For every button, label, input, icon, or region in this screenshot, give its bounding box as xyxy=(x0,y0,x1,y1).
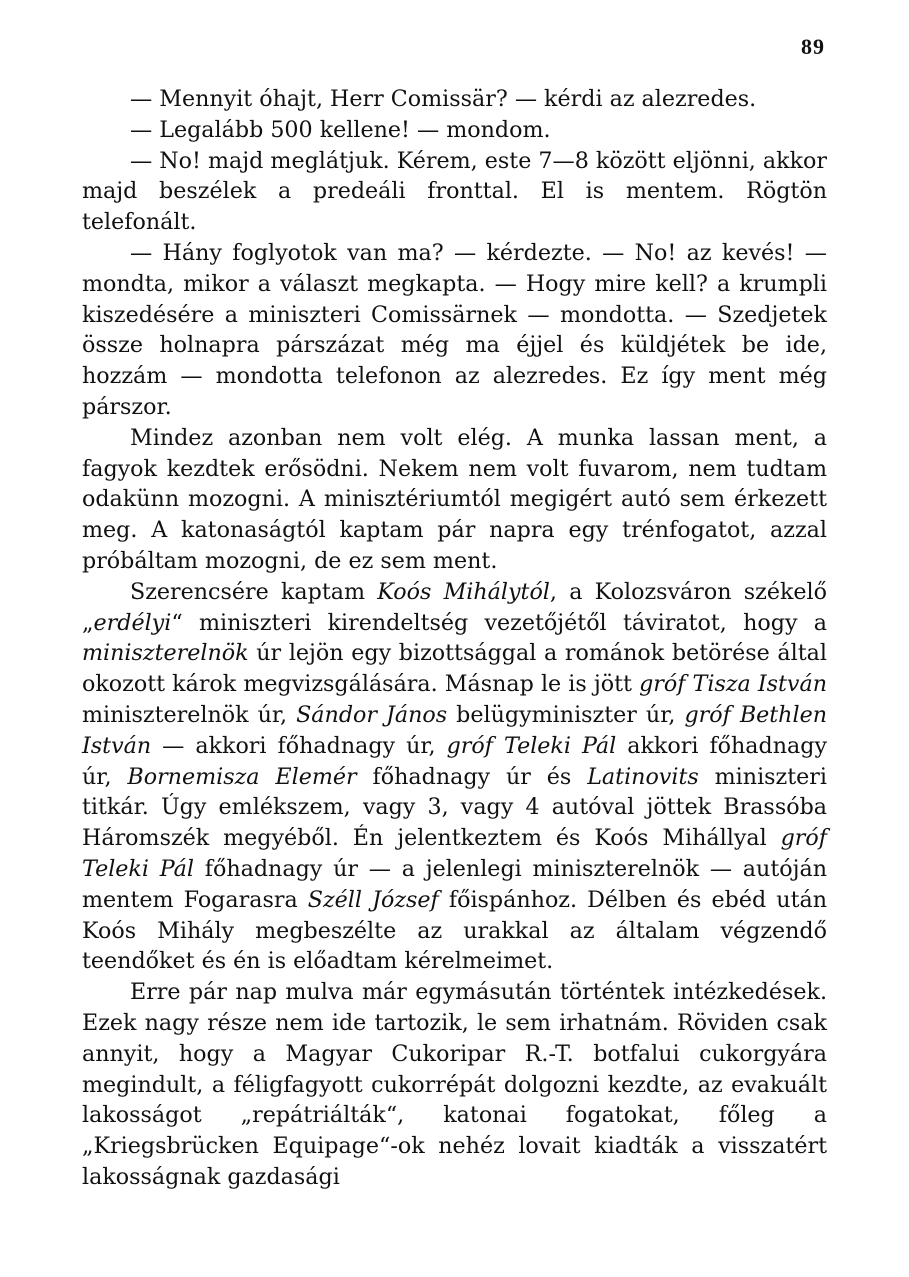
text-run: belügyminiszter úr, xyxy=(447,701,685,728)
text-run: Szerencsére kaptam xyxy=(130,578,378,605)
paragraph xyxy=(82,577,827,977)
text-run: — Legalább 500 kellene! — mondom. xyxy=(130,116,551,143)
italic-name: gróf Teleki Pál xyxy=(82,825,827,882)
body-text xyxy=(82,84,827,1193)
text-run: miniszteri titkár. Úgy emlékszem, vagy 3, vagy 4 autóval jöttek Brassóba Háromszék megyéből. Én jelentkeztem és Koós Mihállyal xyxy=(82,763,827,852)
paragraph xyxy=(82,84,827,115)
text-run: — Mennyit óhajt, Herr Comissär? — kérdi az alezredes. xyxy=(130,86,757,112)
italic-name: gróf Tisza István xyxy=(639,671,827,698)
text-run: úr lejön egy bizottsággal a románok betörése által okozott károk megvizsgálására. Másnap le is jött xyxy=(82,640,827,698)
italic-name: Sándor János xyxy=(296,701,448,728)
italic-name: gróf Bethlen István xyxy=(82,701,827,759)
text-run: Mindez azonban nem volt elég. A munka lassan ment, a fagyok kezdtek erősödni. Nekem nem volt fuvarom, nem tudtam odakünn mozogni. A minisztériumtól megigért autó sem érkezett meg. A katonaságtól kaptam pár napra egy trénfogatot, azzal próbáltam mozogni, de ez sem ment. xyxy=(82,424,827,574)
italic-name: Koós Mihálytól xyxy=(377,578,550,605)
italic-name: gróf Teleki Pál xyxy=(446,732,617,759)
text-run: , a Kolozsváron székelő „ xyxy=(82,578,828,636)
text-run: akkori főhadnagy úr, xyxy=(82,732,827,790)
paragraph xyxy=(82,977,827,1193)
italic-name: miniszterelnök xyxy=(82,640,249,667)
paragraph xyxy=(82,423,827,577)
text-run: főhadnagy úr és xyxy=(356,763,588,790)
text-run: főispánhoz. Délben és ebéd után Koós Mihály megbeszélte az urakkal az általam végzendő teendőket és én is előadtam kérelmeimet. xyxy=(82,886,827,975)
italic-name: Bornemisza Elemér xyxy=(127,763,357,790)
text-run: — No! majd meglátjuk. Kérem, este 7—8 között eljönni, akkor majd beszélek a predeáli fronttal. El is mentem. Rögtön telefonált. xyxy=(82,147,827,236)
text-run: miniszterelnök úr, xyxy=(82,701,297,728)
paragraph xyxy=(82,238,827,423)
text-run: — akkori főhadnagy úr, xyxy=(151,732,447,759)
italic-name: Széll József xyxy=(307,886,439,913)
text-run: — Hány foglyotok van ma? — kérdezte. — No! az kevés! — mondta, mikor a választ megkapta. — Hogy mire kell? a krumpli kiszedésére a miniszteri Comissärnek — mondotta. — Szedjetek össze holnapra párszázat még ma éjjel és küldjétek be ide, hozzám — mondotta telefonon az alezredes. Ez így ment még párszor. xyxy=(82,239,827,420)
text-run: Erre pár nap mulva már egymásután történtek intézkedések. Ezek nagy része nem ide tartozik, le sem irhatnám. Röviden csak annyit, hogy a Magyar Cukoripar R.-T. botfalui cukorgyára megindult, a féligfagyott cukorrépát dolgozni kezdte, az evakuált lakosságot „repátriálták“, katonai fogatokat, főleg a „Kriegsbrücken Equipage“-ok nehéz lovait kiadták a visszatért lakosságnak gazdasági xyxy=(82,979,827,1190)
page-number: 89 xyxy=(801,34,825,59)
paragraph xyxy=(82,146,827,238)
italic-name: erdélyi xyxy=(93,609,172,636)
paragraph xyxy=(82,115,827,146)
italic-name: Latinovits xyxy=(587,763,699,790)
text-run: főhadnagy úr — a jelenlegi miniszterelnök — autóján mentem Fogarasra xyxy=(82,855,827,913)
text-run: “ miniszteri kirendeltség vezetőjétől táviratot, hogy a xyxy=(171,609,827,636)
